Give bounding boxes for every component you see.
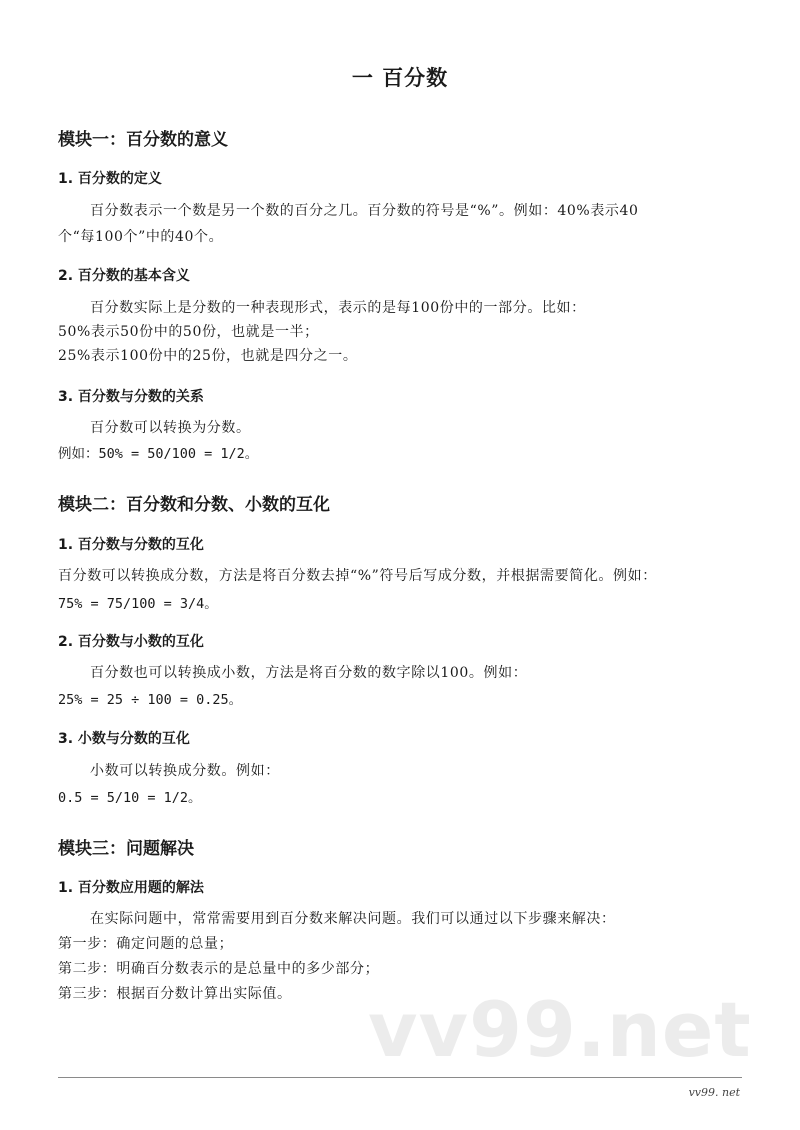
paragraph-line: 百分数实际上是分数的一种表现形式，表示的是每100份中的一部分。比如： <box>90 300 586 316</box>
step-line: 第二步：明确百分数表示的是总量中的多少部分； <box>58 961 380 977</box>
footer-divider <box>58 1077 742 1078</box>
footer-url: vv99. net <box>688 1086 740 1099</box>
paragraph-line: 个“每100个”中的40个。 <box>58 229 224 245</box>
paragraph-line: 50%表示50份中的50份，也就是一半； <box>58 324 319 340</box>
formula-line: 25% = 25 ÷ 100 = 0.25。 <box>58 692 243 708</box>
paragraph-line: 百分数可以转换成分数，方法是将百分数去掉“%”符号后写成分数，并根据需要简化。例如： <box>58 568 657 584</box>
section-heading: 2. 百分数与小数的互化 <box>58 634 204 650</box>
module-heading: 模块二：百分数和分数、小数的互化 <box>58 495 330 515</box>
section-heading: 1. 百分数的定义 <box>58 171 162 187</box>
paragraph-line: 小数可以转换成分数。例如： <box>90 763 280 779</box>
paragraph-line: 百分数表示一个数是另一个数的百分之几。百分数的符号是“%”。例如：40%表示40 <box>90 203 639 219</box>
section-heading: 1. 百分数应用题的解法 <box>58 880 204 896</box>
watermark: vv99.net <box>368 985 752 1074</box>
page-title: 一 百分数 <box>351 66 449 90</box>
module-heading: 模块一：百分数的意义 <box>58 130 228 150</box>
step-line: 第一步：确定问题的总量； <box>58 936 234 952</box>
paragraph-line: 25%表示100份中的25份，也就是四分之一。 <box>58 348 358 364</box>
module-heading: 模块三：问题解决 <box>58 839 194 859</box>
paragraph-line: 百分数可以转换为分数。 <box>90 420 251 436</box>
section-heading: 3. 百分数与分数的关系 <box>58 389 204 405</box>
formula-line: 75% = 75/100 = 3/4。 <box>58 596 218 612</box>
formula-line: 0.5 = 5/10 = 1/2。 <box>58 790 202 806</box>
section-heading: 1. 百分数与分数的互化 <box>58 537 204 553</box>
formula-line: 例如：50% = 50/100 = 1/2。 <box>58 446 259 462</box>
paragraph-line: 百分数也可以转换成小数，方法是将百分数的数字除以100。例如： <box>90 665 528 681</box>
section-heading: 2. 百分数的基本含义 <box>58 268 190 284</box>
paragraph-line: 在实际问题中，常常需要用到百分数来解决问题。我们可以通过以下步骤来解决： <box>90 911 616 927</box>
step-line: 第三步：根据百分数计算出实际值。 <box>58 986 292 1002</box>
section-heading: 3. 小数与分数的互化 <box>58 731 190 747</box>
